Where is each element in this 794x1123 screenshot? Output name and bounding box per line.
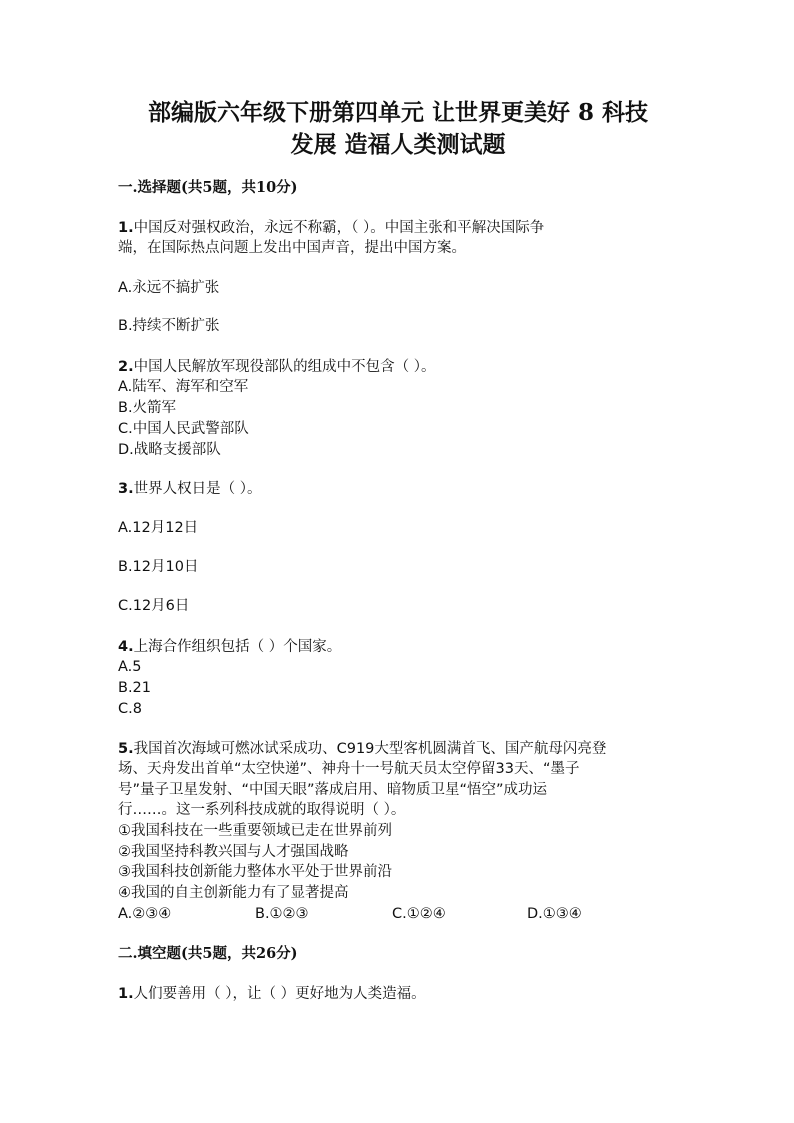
q2-option-b: B.火箭军	[118, 400, 177, 416]
q1-option-b: B.持续不断扩张	[118, 318, 220, 334]
q5-option-b: B.①②③	[255, 906, 309, 922]
q3-option-b: B.12月10日	[118, 559, 199, 575]
q5-statement-4: ④我国的自主创新能力有了显著提高	[118, 885, 349, 901]
question-1	[118, 218, 544, 238]
question-5	[118, 739, 606, 759]
q1-option-a: A.永远不搞扩张	[118, 280, 220, 296]
q5-option-d: D.①③④	[527, 906, 582, 922]
fill-question-1	[118, 984, 426, 1004]
q5-statement-1: ①我国科技在一些重要领域已走在世界前列	[118, 823, 392, 839]
question-number: 5.	[118, 741, 134, 757]
q2-option-a: A.陆军、海军和空军	[118, 379, 249, 395]
title-line-1: 部编版六年级下册第四单元 让世界更美好 8 科技	[147, 99, 649, 126]
question-number: 2.	[118, 359, 134, 375]
question-5-line-4: 行……。这一系列科技成就的取得说明（ ）。	[118, 802, 406, 818]
q5-statement-3: ③我国科技创新能力整体水平处于世界前沿	[118, 864, 392, 880]
question-5-line-2: 场、天舟发出首单“太空快递”、神舟十一号航天员太空停留33天、“墨子	[118, 761, 580, 777]
question-text: 我国首次海域可燃冰试采成功、C919大型客机圆满首飞、国产航母闪亮登	[133, 741, 607, 757]
question-1-line-2: 端，在国际热点问题上发出中国声音，提出中国方案。	[118, 240, 466, 256]
q5-option-c: C.①②④	[392, 906, 446, 922]
q3-option-a: A.12月12日	[118, 520, 199, 536]
question-number: 1.	[118, 986, 134, 1002]
section-heading-choice: 一.选择题(共5题，共10分)	[118, 179, 298, 196]
q4-option-b: B.21	[118, 680, 152, 696]
q2-option-d: D.战略支援部队	[118, 442, 221, 458]
question-text: 中国反对强权政治，永远不称霸，（ ）。中国主张和平解决国际争	[133, 220, 545, 236]
question-text: 人们要善用（ ），让（ ）更好地为人类造福。	[133, 986, 426, 1002]
question-number: 1.	[118, 220, 134, 236]
q4-option-c: C.8	[118, 701, 142, 717]
question-text: 世界人权日是（ ）。	[133, 481, 262, 497]
q3-option-c: C.12月6日	[118, 598, 190, 614]
question-number: 4.	[118, 639, 134, 655]
question-text: 中国人民解放军现役部队的组成中不包含（ ）。	[133, 359, 436, 375]
q5-statement-2: ②我国坚持科教兴国与人才强国战略	[118, 844, 349, 860]
title-line-2: 发展 造福人类测试题	[290, 131, 506, 158]
q5-option-a: A.②③④	[118, 906, 172, 922]
question-text: 上海合作组织包括（ ）个国家。	[133, 639, 342, 655]
question-4	[118, 637, 341, 657]
question-number: 3.	[118, 481, 134, 497]
question-2	[118, 357, 435, 377]
q2-option-c: C.中国人民武警部队	[118, 421, 249, 437]
question-3	[118, 479, 261, 499]
question-5-line-3: 号”量子卫星发射、“中国天眼”落成启用、暗物质卫星“悟空”成功运	[118, 782, 548, 798]
section-heading-fill: 二.填空题(共5题，共26分)	[118, 945, 298, 962]
q4-option-a: A.5	[118, 659, 142, 675]
